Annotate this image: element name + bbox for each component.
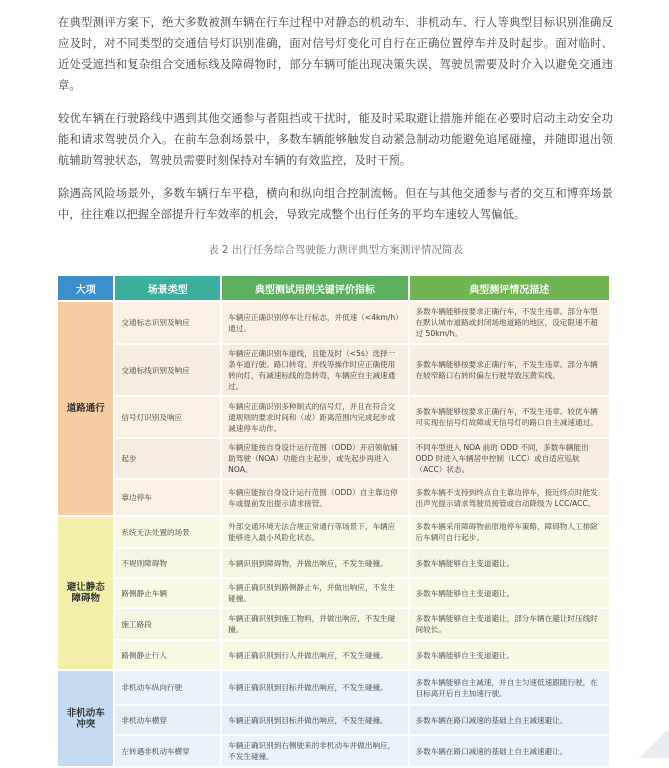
page-content [58, 12, 613, 768]
scene-cell: 非机动车纵向行驶 [115, 671, 220, 704]
scene-cell: 交通标线识别及响应 [115, 345, 220, 395]
table-row [58, 579, 609, 607]
paragraph: 较优车辆在行驶路线中遇到其他交通参与者阻挡或干扰时，能及时采取避让措施并能在必要时启动主动安全功能和请求驾驶员介入。在前车急刹场景中，多数车辆能够触发自动紧急制动功能避免追尾碰撞，并随即退出领航辅助驾驶状态，驾驶员需要时刻保持对车辆的有效监控，及时干预。 [58, 112, 613, 167]
table-row [58, 517, 609, 547]
scene-cell: 路侧静止车辆 [115, 579, 220, 607]
indicator-cell: 车辆正确识别到行人并做出响应，不发生碰撞。 [222, 641, 407, 669]
paragraph: 在典型测评方案下，绝大多数被测车辆在行车过程中对静态的机动车、非机动车、行人等典型目标识别准确反应及时，对不同类型的交通信号灯识别准确，面对信号灯变化可自行在正确位置停车并及时起步。面对临时、近处受遮挡和复杂组合交通标线及障碍物时，部分车辆可能出现决策失误，驾驶员需要及时介入以避免交通违章。 [58, 16, 613, 92]
table-row [58, 302, 609, 343]
evaluation-cell: 不同车型进入 NOA 前的 ODD 不同，多数车辆能出 ODD 时进入车辆居中控制（LCC）或自适应巡航（ACC）状态。 [410, 439, 609, 478]
table-row [58, 609, 609, 639]
scene-cell: 左转遇非机动车横穿 [115, 736, 220, 766]
table-row [58, 397, 609, 437]
scene-cell: 起步 [115, 439, 220, 478]
indicator-cell: 车辆正确识别到路侧静止车，并做出响应，不发生碰撞。 [222, 579, 407, 607]
indicator-cell: 车辆应能按自身设计运行范围（ODD）自主靠边停车或提前发出提示请求接管。 [222, 480, 407, 515]
category-cell: 避让静态障碍物 [58, 517, 113, 669]
indicator-cell: 车辆识别到障碍物，并做出响应，不发生碰撞。 [222, 549, 407, 577]
indicator-cell: 车辆正确识别到目标并做出响应，不发生碰撞。 [222, 671, 407, 704]
evaluation-cell: 多数车辆能够按要求正确行车，不发生违章。部分车辆在较窄路口右转时偏左行驶导致压黄实线。 [410, 345, 609, 395]
indicator-cell: 车辆正确识别到右侧驶来的非机动车并做出响应，不发生碰撞。 [222, 736, 407, 766]
evaluation-cell: 多数车辆采用障碍物前原地停车策略，障碍物人工排除后车辆可自行起步。 [410, 517, 609, 547]
evaluation-cell: 多数车辆在路口减速的基础上自主减速避让。 [410, 736, 609, 766]
evaluation-cell: 多数车辆在路口减速的基础上自主减速避让。 [410, 706, 609, 734]
table-row [58, 706, 609, 734]
table-row [58, 641, 609, 669]
evaluation-cell: 多数车辆能够自主减速，并自主匀速低速跟随行驶，在目标离开后自主加速行驶。 [410, 671, 609, 704]
header-scene-type: 场景类型 [115, 276, 220, 300]
table-row [58, 480, 609, 515]
table-row [58, 736, 609, 766]
table-header-row [58, 276, 609, 300]
indicator-cell: 外部交通环境无法合规正常通行等场景下，车辆应能够进入最小风险化状态。 [222, 517, 407, 547]
header-indicator: 典型测试用例关键评价指标 [222, 276, 407, 300]
header-category: 大项 [58, 276, 113, 300]
scene-cell: 靠边停车 [115, 480, 220, 515]
category-cell: 道路通行 [58, 302, 113, 515]
evaluation-cell: 多数车辆能够自主变道避让，部分车辆在避让时压线时间较长。 [410, 609, 609, 639]
table-row [58, 439, 609, 478]
table-row [58, 345, 609, 395]
scene-cell: 路侧静止行人 [115, 641, 220, 669]
scene-cell: 施工路段 [115, 609, 220, 639]
scene-cell: 交通标志识别及响应 [115, 302, 220, 343]
table-row [58, 549, 609, 577]
evaluation-cell: 多数车辆能够自主变道避让。 [410, 641, 609, 669]
table-caption: 表 2 出行任务综合驾驶能力测评典型方案测评情况简表 [208, 244, 463, 256]
scene-cell: 不规则障碍物 [115, 549, 220, 577]
indicator-cell: 车辆应正确识别车道线，且能及时（<5s）选择一条车道行驶。路口转弯、并线等操作时应正确使用转向灯，有减速标线的急转弯，车辆应自主减速通过。 [222, 345, 407, 395]
evaluation-cell: 多数车辆不支持到终点自主靠边停车，接近终点时能发出声光提示请求驾驶员接管或自动降级为 LCC/ACC。 [410, 480, 609, 515]
header-evaluation: 典型测评情况描述 [410, 276, 609, 300]
evaluation-cell: 多数车辆能够自主变道避让。 [410, 579, 609, 607]
indicator-cell: 车辆应正确识别多种制式的信号灯，并且在符合交通规则的要求时间和（或）距离范围内完成起步或减速停车动作。 [222, 397, 407, 437]
indicator-cell: 车辆应正确识别停车让行标志，并低速（<4km/h）通过。 [222, 302, 407, 343]
category-cell: 非机动车冲突 [58, 671, 113, 766]
evaluation-cell: 多数车辆能够自主变道避让。 [410, 549, 609, 577]
corner-decoration [639, 728, 669, 758]
evaluation-table [56, 274, 611, 768]
scene-cell: 系统无法处置的场景 [115, 517, 220, 547]
table-row [58, 671, 609, 704]
evaluation-cell: 多数车辆能够按要求正确行车，不发生违章。较优车辆可实现在信号灯故障或无信号灯的路口自主减速通过。 [410, 397, 609, 437]
indicator-cell: 车辆正确识别到施工物料，并做出响应，不发生碰撞。 [222, 609, 407, 639]
scene-cell: 信号灯识别及响应 [115, 397, 220, 437]
scene-cell: 非机动车横穿 [115, 706, 220, 734]
evaluation-cell: 多数车辆能够按要求正确行车，不发生违章。部分车型在默认城市道路或封闭场地道路的地区，设定限速不超过 50km/h。 [410, 302, 609, 343]
indicator-cell: 车辆正确识别到目标并做出响应，不发生碰撞。 [222, 706, 407, 734]
paragraph: 除遇高风险场景外，多数车辆行车平稳，横向和纵向组合控制流畅。但在与其他交通参与者的交互和博弈场景中，往往难以把握全部提升行车效率的机会，导致完成整个出行任务的平均车速较人驾偏低。 [58, 187, 613, 221]
indicator-cell: 车辆应能按自身设计运行范围（ODD）开启领航辅助驾驶（NOA）功能自主起步，或先起步再进入 NOA。 [222, 439, 407, 478]
